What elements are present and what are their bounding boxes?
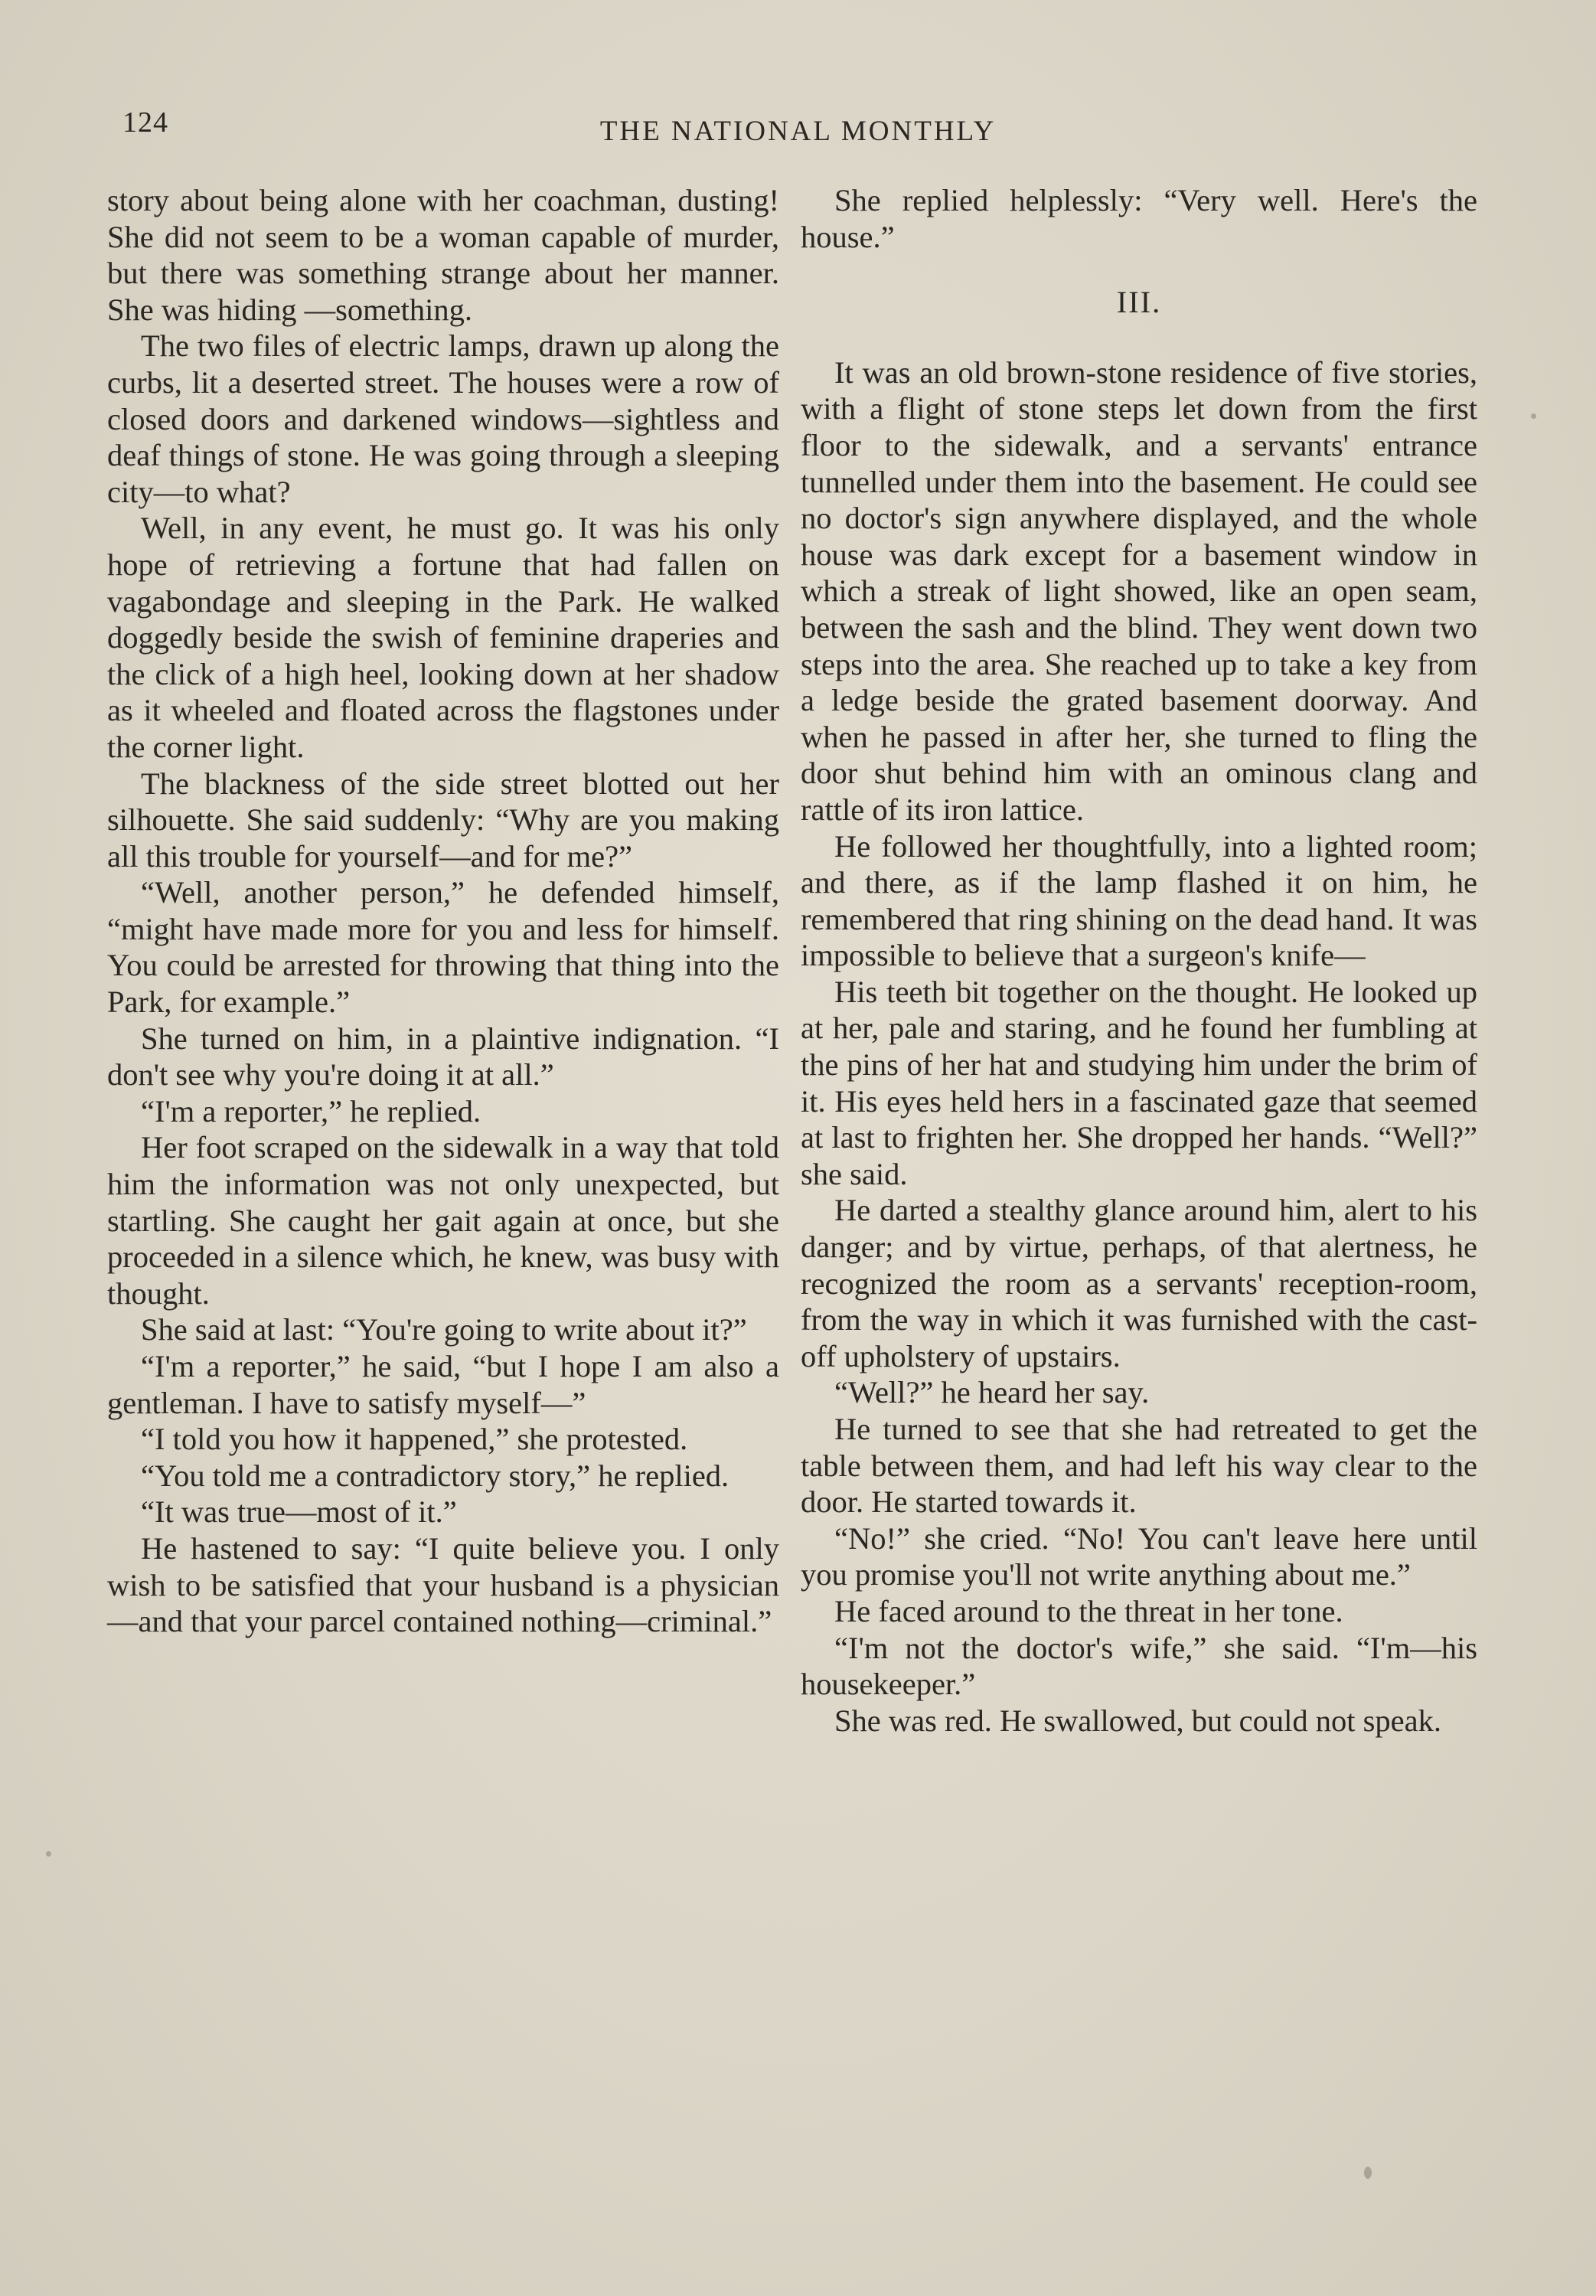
paragraph: It was an old brown-stone residence of five stories, with a flight of stone steps let down from the first floor to the sidewalk, and a servants' entrance tunnelled under them into the basement. He could see no doctor's sign anywhere displayed, and the whole house was dark except for a basement window in which a streak of light showed, like an open seam, between the sash and the blind. They went down two steps into the area. She reached up to take a key from a ledge beside the grated basement doorway. And when he passed in after her, she turned to fling the door shut behind him with an ominous clang and rattle of its iron lattice.	[801, 354, 1477, 827]
paragraph: “Well, another person,” he defended himself, “might have made more for you and less for himself. You could be arrested for throwing that thing into the Park, for example.”	[107, 875, 779, 1020]
paper-speck	[46, 1851, 51, 1857]
paragraph: The blackness of the side street blotted out her silhouette. She said suddenly: “Why are you making all this trouble for yourself—and for me?”	[107, 766, 779, 874]
paragraph: He darted a stealthy glance around him, alert to his danger; and by virtue, perhaps, of that alertness, he recognized the room as a servants' reception-room, from the way in which it was furnished with the cast-off upholstery of upstairs.	[801, 1193, 1477, 1373]
paragraph: “I'm not the doctor's wife,” she said. “I'm—his housekeeper.”	[801, 1630, 1477, 1702]
paragraph: He faced around to the threat in her tone.	[834, 1593, 1343, 1628]
paragraph: She turned on him, in a plaintive indignation. “I don't see why you're doing it at all.”	[107, 1021, 779, 1092]
paragraph: She said at last: “You're going to write about it?”	[141, 1312, 747, 1347]
paragraph: story about being alone with her coachman, dusting! She did not seem to be a woman capable of murder, but there was something strange about her manner. She was hiding —something.	[107, 183, 779, 327]
paragraph: The two files of electric lamps, drawn up along the curbs, lit a deserted street. The houses were a row of closed doors and darkened windows—sightless and deaf things of stone. He was going through a sleeping city—to what?	[107, 328, 779, 509]
page-number: 124	[122, 106, 168, 139]
paragraph: Well, in any event, he must go. It was his only hope of retrieving a fortune that had fallen on vagabondage and sleeping in the Park. He walked doggedly beside the swish of feminine draperies and the click of a high heel, looking down at her shadow as it wheeled and floated across the flagstones under the corner light.	[107, 511, 779, 764]
paragraph: “I'm a reporter,” he said, “but I hope I am also a gentleman. I have to satisfy myself—”	[107, 1349, 779, 1420]
paragraph: “I told you how it happened,” she protested.	[141, 1422, 688, 1457]
section-heading: III.	[1116, 285, 1162, 320]
paragraph: He hastened to say: “I quite believe you. I only wish to be satisfied that your husband is a physician—and that your parcel contained nothing—criminal.”	[107, 1530, 779, 1639]
paragraph: “It was true—most of it.”	[141, 1494, 457, 1530]
paper-speck	[1364, 2167, 1372, 2179]
paragraph: She was red. He swallowed, but could not speak.	[834, 1703, 1441, 1738]
left-column	[107, 182, 779, 1640]
paragraph: He followed her thoughtfully, into a lighted room; and there, as if the lamp flashed it on him, he remembered that ring shining on the dead hand. It was impossible to believe that a surgeon's knife—	[801, 828, 1477, 973]
paragraph: “Well?” he heard her say.	[834, 1375, 1150, 1410]
right-column	[801, 182, 1477, 1739]
paragraph: His teeth bit together on the thought. He looked up at her, pale and staring, and he found her fumbling at the pins of her hat and studying him under the brim of it. His eyes held hers in a fascinated gaze that seemed at last to frighten her. She dropped her hands. “Well?” she said.	[801, 974, 1477, 1191]
paragraph: “I'm a reporter,” he replied.	[141, 1093, 481, 1128]
paper-speck	[1531, 413, 1536, 419]
paragraph: “You told me a contradictory story,” he replied.	[141, 1458, 729, 1493]
paragraph: “No!” she cried. “No! You can't leave here until you promise you'll not write anything about me.”	[801, 1520, 1477, 1592]
paragraph: Her foot scraped on the sidewalk in a way that told him the information was not only unexpected, but startling. She caught her gait again at once, but she proceeded in a silence which, he knew, was busy with thought.	[107, 1130, 779, 1311]
running-title: THE NATIONAL MONTHLY	[599, 116, 997, 147]
paragraph: He turned to see that she had retreated to get the table between them, and had left his way clear to the door. He started towards it.	[801, 1412, 1477, 1520]
paragraph: She replied helplessly: “Very well. Here's the house.”	[801, 183, 1477, 254]
